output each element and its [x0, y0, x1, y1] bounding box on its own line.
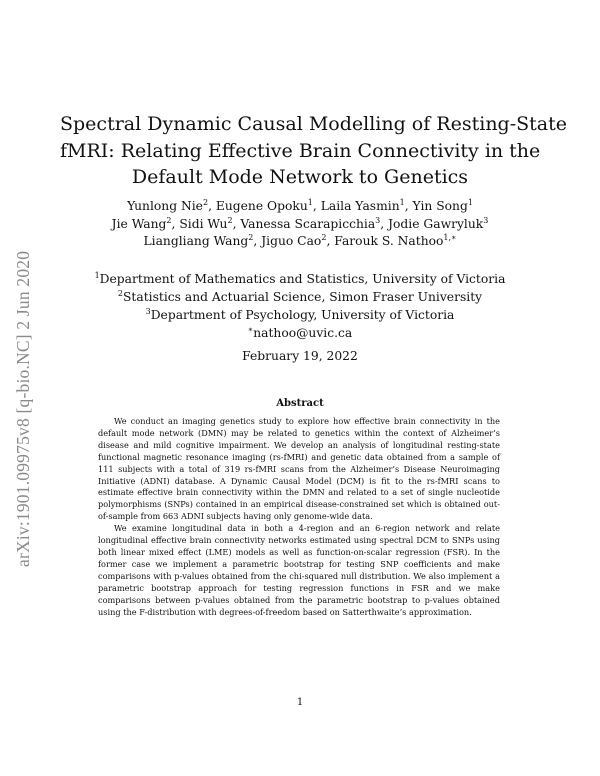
abstract-body — [98, 416, 500, 618]
paper-date: February 19, 2022 — [242, 349, 358, 363]
affiliation — [80, 306, 520, 324]
abstract-paragraph: We examine longitudinal data in both a 4-region and an 6-region network and relate longitudinal effective brain connectivity networks estimated using spectral DCM to SNPs using both linear mixed effect (LME) models as well as function-on-scalar regression (FSR). In the former case we implement a parametric bootstrap for testing SNP coefficients and make comparisons with p-values obtained from the chi-squared null distribution. We also implement a parametric bootstrap approach for testing regression functions in FSR and we make comparisons between p-values obtained from the parametric bootstrap to p-values obtained using the F-distribution with degrees-of-freedom based on Satterthwaite’s approximation. — [98, 523, 500, 617]
email-text: nathoo@uvic.ca — [253, 326, 353, 340]
author-affil-mark: 3 — [375, 215, 381, 225]
author-separator: , — [208, 199, 216, 213]
title-line: Spectral Dynamic Causal Modelling of Resting-State — [60, 113, 567, 135]
affiliation-mark: 2 — [117, 289, 123, 298]
author-separator: , — [232, 216, 241, 231]
abstract-paragraph: We conduct an imaging genetics study to explore how effective brain connectivity in the default mode network (DMN) may be related to genetics within the context of Alzheimer’s disease and mild cognitive impairment. We develop an analysis of longitudinal resting-state functional magnetic resonance imaging (rs-fMRI) and genetic data obtained from a sample of 111 subjects with a total of 319 rs-fMRI scans from the Alzheimer’s Disease Neuroimaging Initiative (ADNI) database. A Dynamic Causal Model (DCM) is fit to the rs-fMRI scans to estimate effective brain connectivity within the DMN and related to a set of single nucleotide polymorphisms (SNPs) contained in an empirical disease-constrained set which is obtained out-of-sample from 663 ADNI subjects having only genome-wide data. — [98, 416, 500, 522]
author-name: Jiguo Cao — [261, 234, 322, 248]
author-affil-mark: 2 — [166, 215, 172, 225]
abstract-heading: Abstract — [276, 398, 324, 409]
author-separator: , — [171, 216, 180, 231]
author-affil-mark: 3 — [483, 215, 489, 225]
author-affil-mark: 2 — [202, 198, 209, 207]
author-affil-mark: 1 — [307, 198, 313, 207]
paper-title — [60, 111, 567, 191]
author-name: Liangliang Wang — [143, 234, 249, 248]
author-affil-mark: 2 — [227, 215, 233, 225]
author-separator: , — [326, 234, 335, 248]
affiliation-text: Department of Mathematics and Statistics, University of Victoria — [99, 272, 506, 286]
affiliation-mark: 3 — [145, 307, 151, 316]
author-line — [90, 233, 510, 251]
title-line: Default Mode Network to Genetics — [131, 166, 469, 188]
author-separator: , — [312, 199, 321, 213]
author-name: Yunlong Nie — [127, 199, 203, 213]
author-separator: , — [253, 234, 262, 248]
author-name: Jie Wang — [111, 216, 167, 231]
affiliation-list — [80, 270, 520, 342]
affiliation — [80, 288, 520, 306]
author-name: Eugene Opoku — [215, 199, 308, 213]
author-name: Laila Yasmin — [320, 199, 400, 213]
affiliation-mark: ∗ — [247, 325, 254, 334]
page-number: 1 — [296, 697, 304, 708]
author-affil-mark: 1,∗ — [443, 233, 457, 242]
author-affil-mark: 1 — [467, 198, 473, 207]
author-name: Jodie Gawryluk — [388, 216, 484, 231]
author-name: Yin Song — [412, 199, 468, 213]
affiliation — [80, 270, 520, 288]
author-name: Farouk S. Nathoo — [334, 234, 444, 248]
affiliation-mark: 1 — [94, 271, 100, 280]
title-line: fMRI: Relating Effective Brain Connectivity in the — [60, 139, 541, 162]
author-line — [90, 198, 510, 216]
affiliation-text: Department of Psychology, University of Victoria — [150, 308, 455, 322]
author-affil-mark: 2 — [321, 233, 327, 242]
author-name: Vanessa Scarapicchia — [240, 216, 376, 231]
author-list — [90, 198, 510, 251]
arxiv-identifier: arXiv:1901.09975v8 [q-bio.NC] 2 Jun 2020 — [13, 250, 33, 567]
author-affil-mark: 1 — [399, 198, 405, 207]
affiliation-text: Statistics and Actuarial Science, Simon Fraser University — [123, 290, 483, 304]
author-name: Sidi Wu — [179, 216, 228, 231]
author-affil-mark: 2 — [248, 233, 254, 242]
author-line — [90, 216, 510, 234]
author-separator: , — [404, 199, 413, 213]
author-separator: , — [380, 216, 389, 231]
corresponding-email — [80, 324, 520, 342]
